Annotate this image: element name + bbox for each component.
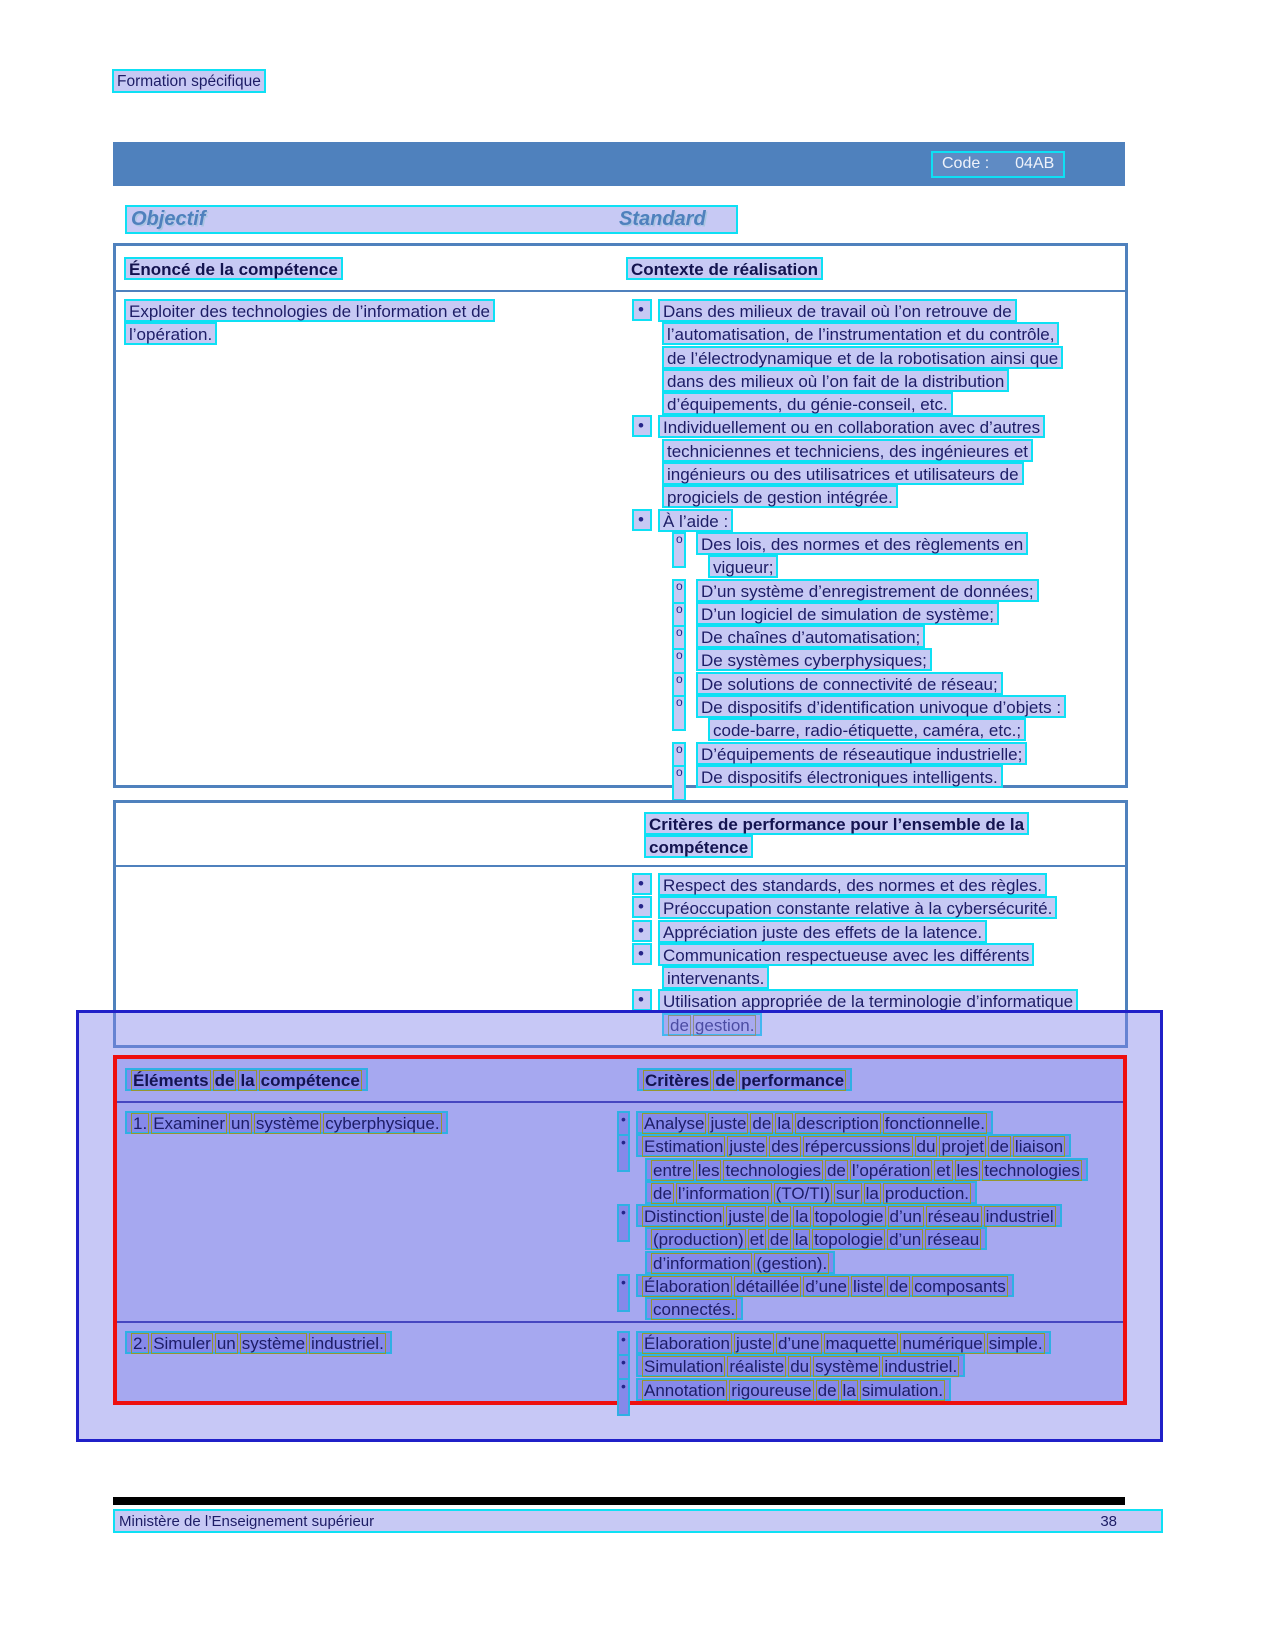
- title-objectif: Objectif: [131, 208, 206, 230]
- highlight-box: [645, 1181, 977, 1204]
- text-line: [616, 672, 1066, 695]
- text-line: [616, 579, 1066, 602]
- highlight-box: ingénieurs ou des utilisatrices et utilisateurs de: [662, 462, 1024, 485]
- section-label: [112, 69, 266, 93]
- bullet-marker: [617, 1134, 630, 1172]
- text-line: [605, 1274, 1088, 1297]
- code-box: [931, 151, 1065, 178]
- bullet-marker: [617, 1274, 630, 1312]
- word-box: Distinction: [644, 1207, 723, 1227]
- element-2-text: [125, 1331, 392, 1354]
- bullet-marker: [632, 989, 652, 1011]
- word-box: juste: [729, 1137, 766, 1157]
- text-line: [616, 509, 1066, 532]
- highlight-box: Préoccupation constante relative à la cybersécurité.: [658, 896, 1057, 919]
- word-box: topologie: [814, 1230, 884, 1250]
- bullet-marker: [632, 920, 652, 942]
- word-box: 2.: [133, 1334, 148, 1353]
- word-box: technologies: [725, 1160, 821, 1180]
- word-box: Analyse: [644, 1114, 705, 1133]
- table2-header-row: [116, 803, 1125, 867]
- bullet-marker: [632, 299, 652, 321]
- highlight-box: [636, 1378, 951, 1401]
- table2-header-cell: [644, 812, 1029, 859]
- highlight-box: De dispositifs d’identification univoque d’objets :: [696, 695, 1066, 718]
- highlight-box: techniciennes et techniciens, des ingénieures et: [662, 439, 1033, 462]
- text-line: [616, 765, 1066, 788]
- bullet-marker: [632, 943, 652, 965]
- text-line: [616, 346, 1066, 369]
- highlight-box: Communication respectueuse avec les différents: [658, 943, 1034, 966]
- word-box: 1.: [133, 1114, 148, 1133]
- word-box: performance: [741, 1071, 845, 1090]
- highlight-box: code-barre, radio-étiquette, caméra, etc.;: [708, 718, 1026, 741]
- table3-header-left: [125, 1068, 368, 1091]
- highlight-box: Exploiter des technologies de l’information et de: [124, 299, 495, 322]
- highlight-box: Appréciation juste des effets de la latence.: [658, 920, 987, 943]
- text-line: [616, 462, 1066, 485]
- table1-header-left: Énoncé de la compétence: [124, 257, 343, 280]
- highlight-box: [636, 1354, 965, 1377]
- word-box: la: [794, 1230, 809, 1250]
- word-box: de: [889, 1277, 909, 1297]
- element-1-text: [125, 1111, 448, 1134]
- highlight-box: Individuellement ou en collaboration avec d’autres: [658, 415, 1045, 438]
- word-box: juste: [710, 1114, 747, 1133]
- word-box: des: [771, 1137, 799, 1157]
- highlight-box: l’opération.: [124, 322, 217, 345]
- highlight-box: D’un logiciel de simulation de système;: [696, 602, 999, 625]
- text-line: [605, 1297, 1088, 1320]
- text-line: [644, 835, 1029, 858]
- word-box: description: [796, 1114, 879, 1133]
- circle-marker: [672, 695, 686, 731]
- bullet-marker: [617, 1204, 630, 1242]
- highlight-box: [645, 1251, 835, 1274]
- highlight-box: [645, 1158, 1088, 1181]
- highlight-box: [636, 1204, 1062, 1227]
- word-box: la: [795, 1207, 809, 1227]
- element-2-criteria-cell: [605, 1331, 1051, 1401]
- footer-ministry: Ministère de l’Enseignement supérieur: [119, 1513, 375, 1530]
- highlight-box: d’équipements, du génie-conseil, etc.: [662, 392, 953, 415]
- word-box: maquette: [825, 1334, 897, 1353]
- word-box: Élaboration: [644, 1334, 731, 1353]
- word-box: de: [769, 1230, 789, 1250]
- text-line: [616, 625, 1066, 648]
- word-box: de: [990, 1137, 1009, 1157]
- word-box: (TO/TI): [775, 1183, 831, 1203]
- word-box: système: [255, 1114, 320, 1133]
- selection-overlay: [76, 1010, 1163, 1442]
- word-box: la: [240, 1071, 255, 1090]
- word-box: juste: [728, 1207, 765, 1227]
- highlight-box: D’un système d’enregistrement de données;: [696, 579, 1039, 602]
- highlight-box: De solutions de connectivité de réseau;: [696, 672, 1003, 695]
- highlight-box: [645, 1227, 987, 1250]
- code-label: Code :: [942, 155, 990, 172]
- text-line: [605, 1331, 1051, 1354]
- element-1-cell: [125, 1111, 448, 1134]
- code-value: 04AB: [1015, 155, 1055, 172]
- text-line: [616, 920, 1078, 943]
- text-line: [605, 1181, 1088, 1204]
- word-box: les: [697, 1160, 720, 1180]
- word-box: cyberphysique.: [325, 1114, 440, 1133]
- word-box: Estimation: [644, 1137, 724, 1157]
- word-box: Simulation: [644, 1357, 724, 1377]
- word-box: (gestion).: [756, 1253, 828, 1273]
- text-line: [616, 369, 1066, 392]
- text-line: [605, 1354, 1051, 1377]
- word-box: Éléments: [133, 1071, 209, 1090]
- word-box: de: [214, 1071, 235, 1090]
- text-line: [616, 966, 1078, 989]
- word-box: d’un: [889, 1207, 922, 1227]
- highlight-box: vigueur;: [708, 555, 778, 578]
- highlight-box: [636, 1111, 993, 1134]
- title-row: [125, 205, 738, 234]
- footer-rule: [113, 1497, 1125, 1505]
- text-line: [605, 1134, 1088, 1157]
- highlight-box: intervenants.: [662, 966, 769, 989]
- word-box: simple.: [988, 1334, 1043, 1353]
- word-box: liaison: [1014, 1137, 1064, 1157]
- competence-elements-table: [113, 1055, 1127, 1405]
- highlight-box: Critères de performance pour l’ensemble de la: [644, 812, 1029, 835]
- word-box: l’information: [677, 1183, 770, 1203]
- highlight-box: progiciels de gestion intégrée.: [662, 485, 898, 508]
- word-box: détaillée: [736, 1277, 800, 1297]
- word-box: Examiner: [153, 1114, 225, 1133]
- highlight-box: de l’électrodynamique et de la robotisation ainsi que: [662, 346, 1063, 369]
- bullet-marker: [632, 509, 652, 531]
- bullet-marker: [632, 873, 652, 895]
- context-realisation-cell: [616, 299, 1066, 788]
- word-box: numérique: [902, 1334, 983, 1353]
- text-line: [605, 1227, 1088, 1250]
- word-box: (production): [653, 1230, 744, 1250]
- header-bar: [113, 142, 1125, 186]
- word-box: connectés.: [653, 1300, 736, 1320]
- text-line: [124, 322, 495, 345]
- highlight-box: dans des milieux où l’on fait de la distribution: [662, 369, 1009, 392]
- section-label-text: Formation spécifique: [112, 69, 266, 93]
- word-box: rigoureuse: [731, 1380, 812, 1400]
- word-box: compétence: [260, 1071, 360, 1090]
- word-box: et: [936, 1160, 951, 1180]
- word-box: technologies: [984, 1160, 1080, 1180]
- word-box: entre: [653, 1160, 692, 1180]
- word-box: Annotation: [644, 1380, 726, 1400]
- highlight-box: Utilisation appropriée de la terminologie d’informatique: [658, 989, 1078, 1012]
- text-line: [616, 485, 1066, 508]
- word-box: réseau: [927, 1207, 980, 1227]
- bullet-marker: [617, 1378, 630, 1416]
- word-box: la: [842, 1380, 856, 1400]
- word-box: de: [817, 1380, 837, 1400]
- highlight-box: Des lois, des normes et des règlements en: [696, 532, 1028, 555]
- text-line: [605, 1251, 1088, 1274]
- text-line: [616, 943, 1078, 966]
- circle-marker: [672, 765, 686, 801]
- word-box: la: [777, 1114, 791, 1133]
- text-line: [616, 415, 1066, 438]
- word-box: système: [815, 1357, 879, 1377]
- highlight-box: [636, 1134, 1071, 1157]
- word-box: industriel: [985, 1207, 1054, 1227]
- word-box: l’opération: [851, 1160, 931, 1180]
- word-box: du: [790, 1357, 810, 1377]
- element-2-cell: [125, 1331, 392, 1354]
- bullet-marker: [632, 896, 652, 918]
- word-box: fonctionnelle.: [884, 1114, 985, 1133]
- bullet-marker: [632, 415, 652, 437]
- text-line: [605, 1111, 1088, 1134]
- word-box: système: [241, 1334, 306, 1353]
- word-box: topologie: [814, 1207, 884, 1227]
- word-box: de: [826, 1160, 846, 1180]
- word-box: composants: [914, 1277, 1006, 1297]
- highlight-box: Respect des standards, des normes et des règles.: [658, 873, 1047, 896]
- highlight-box: [636, 1274, 1014, 1297]
- text-line: [616, 392, 1066, 415]
- text-line: [616, 299, 1066, 322]
- highlight-box: De chaînes d’automatisation;: [696, 625, 925, 648]
- table3-header-row: [117, 1059, 1123, 1103]
- word-box: réseau: [927, 1230, 980, 1250]
- word-box: du: [916, 1137, 936, 1157]
- highlight-box: De systèmes cyberphysiques;: [696, 648, 932, 671]
- word-box: Élaboration: [644, 1277, 731, 1297]
- competence-statement-cell: [124, 299, 495, 346]
- highlight-box: À l’aide :: [658, 509, 733, 532]
- word-box: de: [715, 1071, 736, 1090]
- footer: [113, 1509, 1163, 1533]
- word-box: juste: [736, 1334, 772, 1353]
- highlight-box: De dispositifs électroniques intelligents.: [696, 765, 1003, 788]
- word-box: sur: [836, 1183, 860, 1203]
- text-line: [616, 873, 1078, 896]
- word-box: projet: [941, 1137, 984, 1157]
- word-box: d’une: [777, 1334, 820, 1353]
- text-line: [616, 695, 1066, 718]
- word-box: un: [231, 1114, 250, 1133]
- word-box: les: [956, 1160, 979, 1180]
- word-box: la: [865, 1183, 879, 1203]
- text-line: [616, 742, 1066, 765]
- text-line: [616, 896, 1078, 919]
- text-line: [616, 439, 1066, 462]
- word-box: réaliste: [729, 1357, 785, 1377]
- footer-page-number: 38: [1100, 1513, 1117, 1530]
- table1-header-row: [116, 246, 1125, 292]
- word-box: d’information: [653, 1253, 751, 1273]
- circle-marker: [672, 532, 686, 568]
- text-line: [124, 299, 495, 322]
- highlight-box: [645, 1297, 743, 1320]
- text-line: [616, 602, 1066, 625]
- word-box: répercussions: [804, 1137, 911, 1157]
- word-box: de: [653, 1183, 672, 1203]
- word-box: d’une: [805, 1277, 847, 1297]
- highlight-box: l’automatisation, de l’instrumentation et du contrôle,: [662, 322, 1059, 345]
- text-line: [605, 1378, 1051, 1401]
- table3-header-right: [637, 1068, 852, 1091]
- word-box: de: [752, 1114, 772, 1133]
- highlight-box: [636, 1331, 1051, 1354]
- text-line: [605, 1204, 1088, 1227]
- word-box: de: [670, 1015, 689, 1035]
- text-line: [616, 322, 1066, 345]
- text-line: [644, 812, 1029, 835]
- highlight-box: compétence: [644, 835, 753, 858]
- text-line: [605, 1158, 1088, 1181]
- title-standard: Standard: [619, 208, 706, 230]
- table3-row-separator: [117, 1321, 1123, 1323]
- word-box: gestion.: [694, 1015, 755, 1035]
- word-box: et: [749, 1230, 764, 1250]
- word-box: liste: [852, 1277, 884, 1297]
- word-box: Simuler: [153, 1334, 211, 1353]
- competence-statement-table: [113, 243, 1128, 788]
- table1-header-right: Contexte de réalisation: [626, 257, 823, 280]
- word-box: industriel.: [884, 1357, 958, 1377]
- word-box: simulation.: [861, 1380, 944, 1400]
- word-box: industriel.: [311, 1334, 384, 1353]
- text-line: [616, 648, 1066, 671]
- word-box: de: [770, 1207, 790, 1227]
- word-box: un: [216, 1334, 236, 1353]
- word-box: production.: [884, 1183, 970, 1203]
- word-box: Critères: [645, 1071, 710, 1090]
- highlight-box: Dans des milieux de travail où l’on retrouve de: [658, 299, 1017, 322]
- element-1-criteria-cell: [605, 1111, 1088, 1321]
- word-box: d’un: [889, 1230, 922, 1250]
- text-line: [616, 532, 1066, 555]
- highlight-box: D’équipements de réseautique industrielle;: [696, 742, 1027, 765]
